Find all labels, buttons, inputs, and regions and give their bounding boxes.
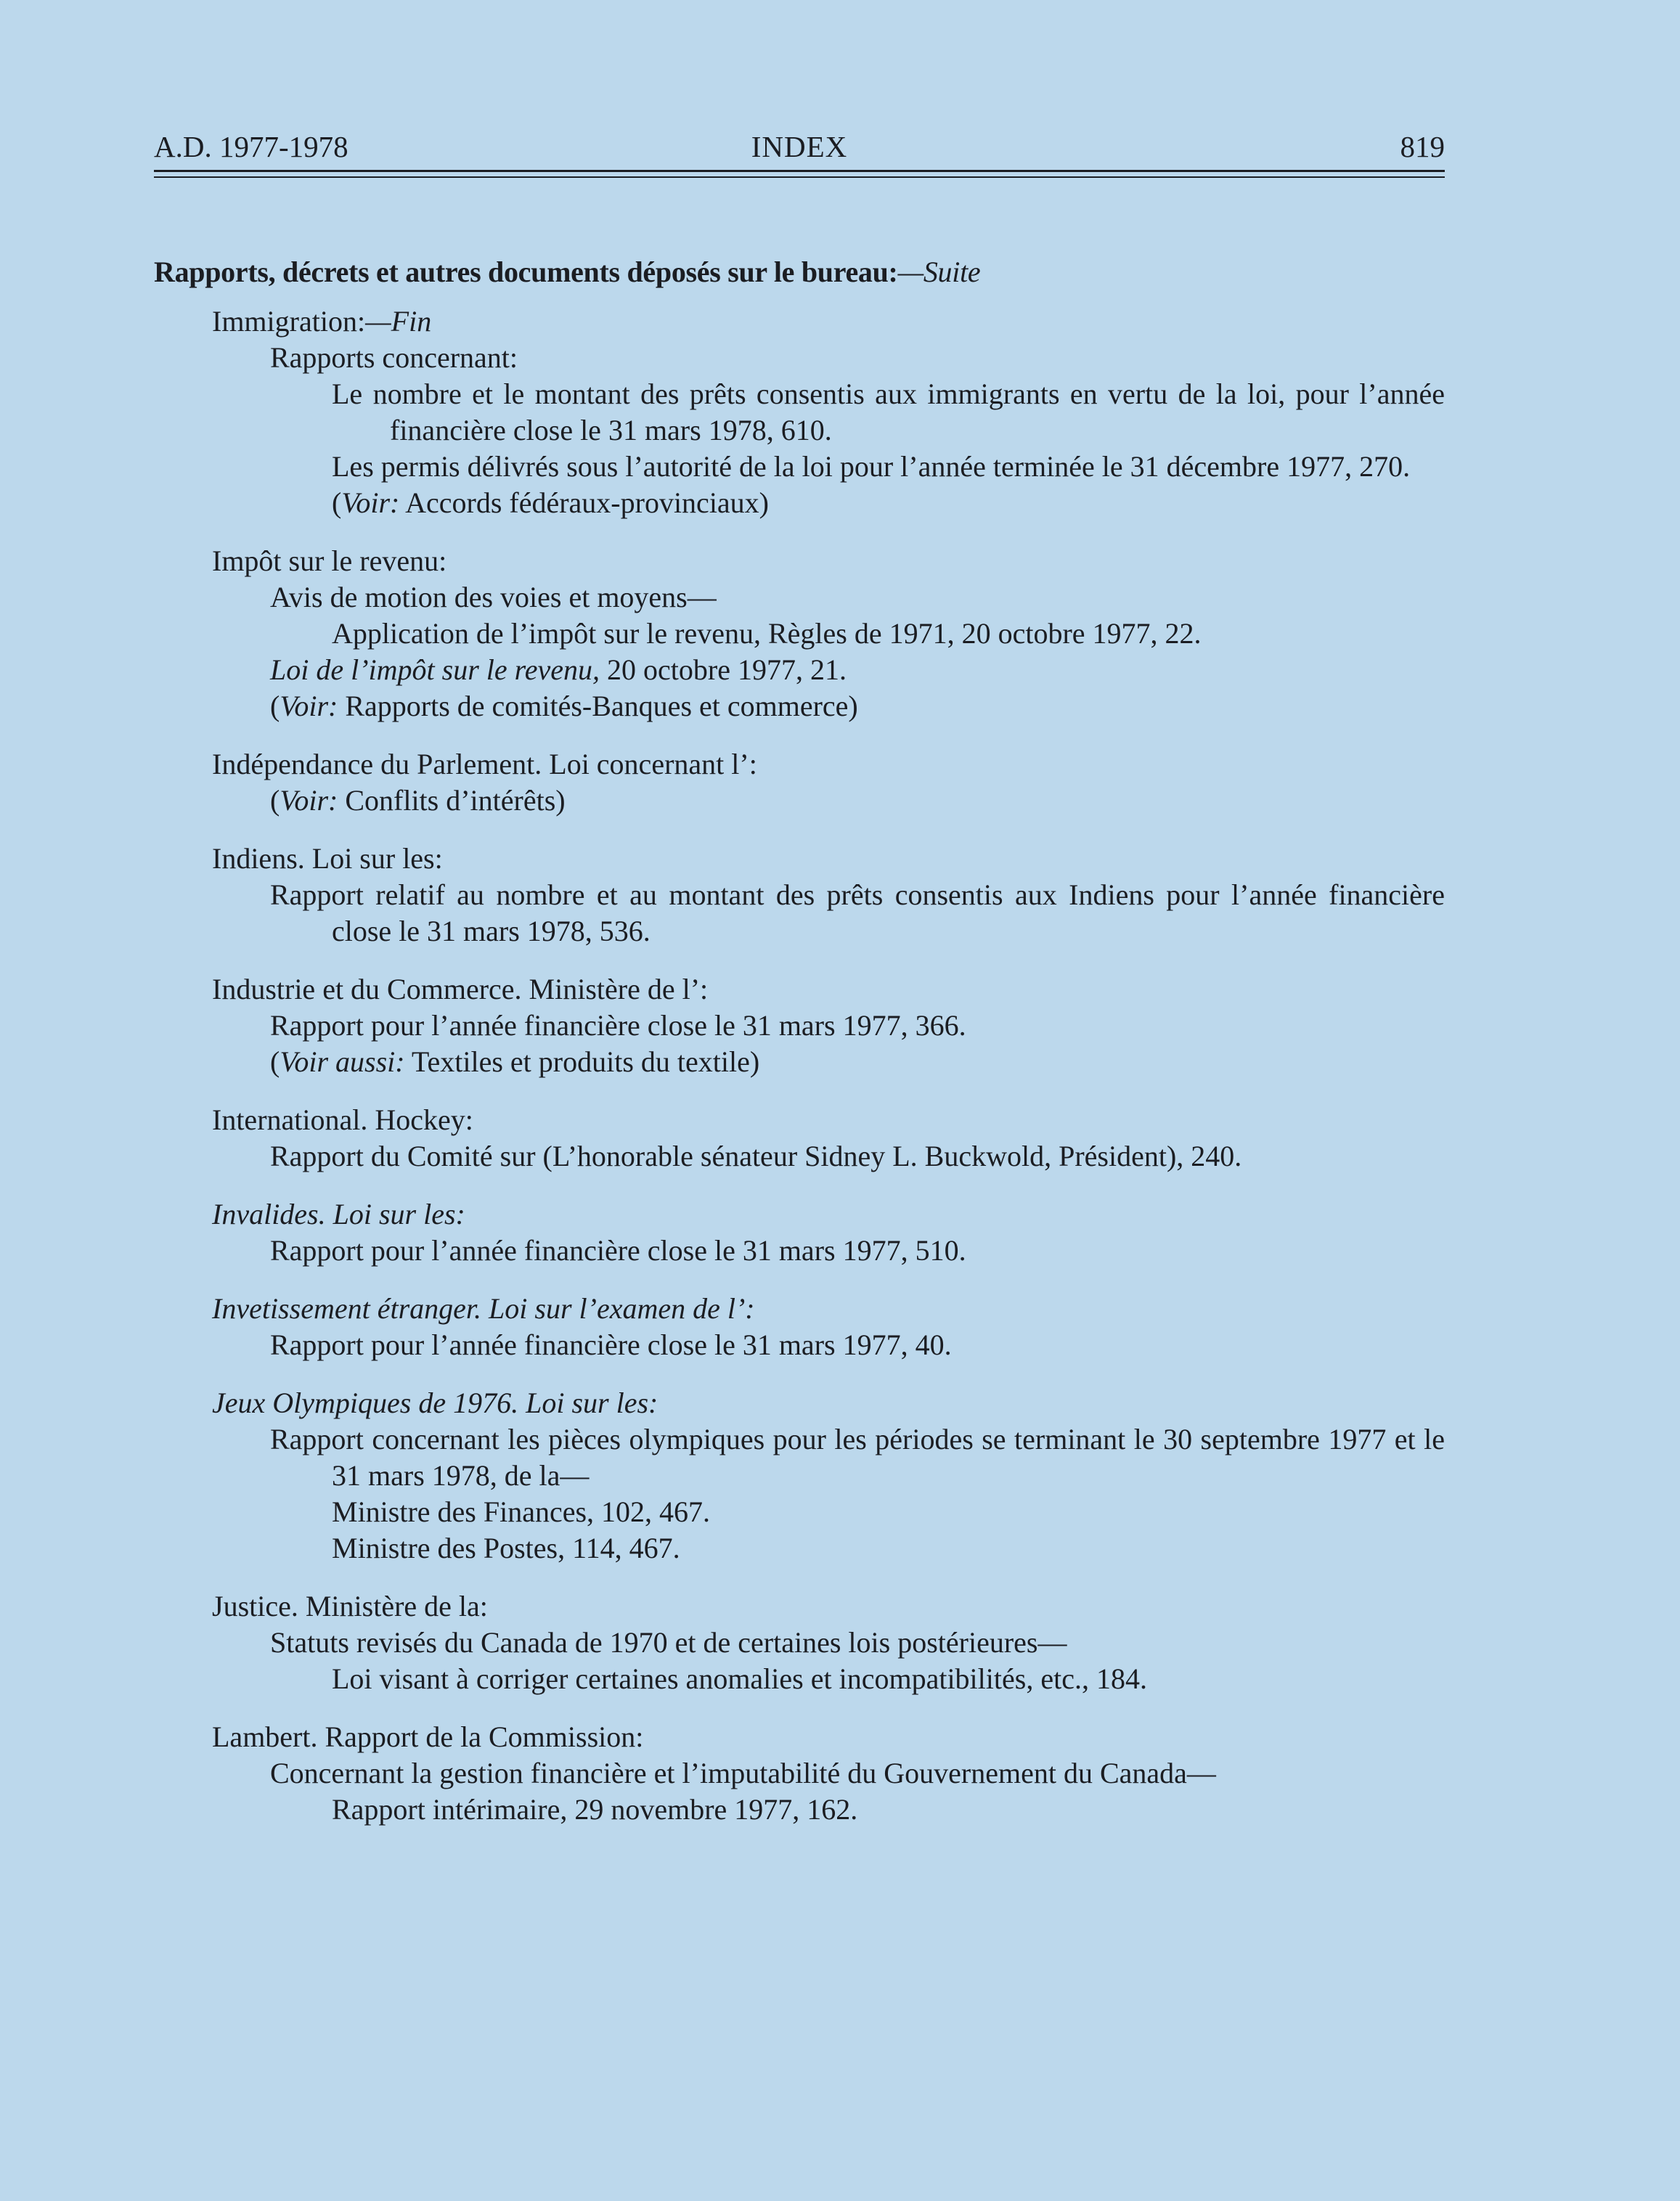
entry-item: Loi de l’impôt sur le revenu, 20 octobre 1977, 21. bbox=[270, 653, 847, 686]
entry-item: Ministre des Postes, 114, 467. bbox=[332, 1532, 680, 1564]
section-suffix: —Suite bbox=[897, 256, 981, 288]
entry-heading: Justice. Ministère de la: bbox=[212, 1590, 488, 1622]
see-reference: (Voir: Accords fédéraux-provinciaux) bbox=[332, 486, 769, 519]
entry-investissement bbox=[154, 1291, 1445, 1363]
entry-indiens bbox=[154, 841, 1445, 950]
entry-subheading: Concernant la gestion financière et l’imputabilité du Gouvernement du Canada— bbox=[270, 1757, 1216, 1789]
entry-item: Rapport du Comité sur (L’honorable sénateur Sidney L. Buckwold, Président), 240. bbox=[270, 1140, 1242, 1172]
entry-item: Le nombre et le montant des prêts consentis aux immigrants en vertu de la loi, pour l’année financière close le 31 mars 1978, 610. bbox=[332, 377, 1445, 446]
entry-item: Rapport pour l’année financière close le 31 mars 1977, 366. bbox=[270, 1009, 966, 1042]
entry-jeux-olympiques bbox=[154, 1385, 1445, 1567]
entry-subheading: Avis de motion des voies et moyens— bbox=[270, 581, 717, 613]
header-rule-top bbox=[154, 170, 1445, 172]
entry-item: Rapport intérimaire, 29 novembre 1977, 162. bbox=[332, 1793, 858, 1826]
entry-item: Ministre des Finances, 102, 467. bbox=[332, 1495, 711, 1528]
entry-impot bbox=[154, 543, 1445, 724]
entry-heading: Invetissement étranger. Loi sur l’examen de l’: bbox=[212, 1292, 755, 1325]
entry-item: Application de l’impôt sur le revenu, Règles de 1971, 20 octobre 1977, 22. bbox=[332, 617, 1202, 650]
entry-immigration bbox=[154, 303, 1445, 521]
entry-invalides bbox=[154, 1196, 1445, 1269]
entry-justice bbox=[154, 1588, 1445, 1697]
page-header bbox=[154, 129, 1445, 166]
entry-item: Rapport relatif au nombre et au montant des prêts consentis aux Indiens pour l’année financière close le 31 mars 1978, 536. bbox=[270, 878, 1445, 947]
header-years: A.D. 1977-1978 bbox=[154, 130, 348, 163]
entry-industrie bbox=[154, 971, 1445, 1080]
entry-heading: Indiens. Loi sur les: bbox=[212, 842, 443, 875]
see-reference: (Voir: Rapports de comités-Banques et commerce) bbox=[270, 690, 858, 722]
header-title: INDEX bbox=[751, 130, 848, 163]
entry-heading: Industrie et du Commerce. Ministère de l’: bbox=[212, 973, 709, 1005]
entry-item: Loi visant à corriger certaines anomalies et incompatibilités, etc., 184. bbox=[332, 1662, 1147, 1695]
entry-heading: Indépendance du Parlement. Loi concernant l’: bbox=[212, 748, 757, 780]
index-content bbox=[154, 254, 1445, 1850]
page-number: 819 bbox=[1400, 130, 1445, 163]
entry-item: Rapport concernant les pièces olympiques pour les périodes se terminant le 30 septembre 1977 et le 31 mars 1978, de la— bbox=[270, 1423, 1445, 1492]
entry-heading: Invalides. Loi sur les: bbox=[212, 1198, 465, 1230]
section-title: Rapports, décrets et autres documents déposés sur le bureau:—Suite bbox=[154, 256, 981, 288]
entry-item: Rapport pour l’année financière close le 31 mars 1977, 510. bbox=[270, 1234, 966, 1267]
see-reference: (Voir aussi: Textiles et produits du textile) bbox=[270, 1045, 760, 1078]
entry-item: Les permis délivrés sous l’autorité de la loi pour l’année terminée le 31 décembre 1977, 270. bbox=[332, 450, 1411, 483]
see-reference: (Voir: Conflits d’intérêts) bbox=[270, 784, 566, 817]
entry-heading: Lambert. Rapport de la Commission: bbox=[212, 1720, 644, 1753]
entry-hockey bbox=[154, 1102, 1445, 1175]
entry-subheading: Statuts revisés du Canada de 1970 et de certaines lois postérieures— bbox=[270, 1626, 1067, 1659]
header-rule-bottom bbox=[154, 176, 1445, 178]
entry-item: Rapport pour l’année financière close le 31 mars 1977, 40. bbox=[270, 1328, 952, 1361]
entry-lambert bbox=[154, 1719, 1445, 1828]
entry-subheading: Rapports concernant: bbox=[270, 341, 518, 374]
entry-heading: International. Hockey: bbox=[212, 1103, 473, 1136]
entry-heading: Immigration:—Fin bbox=[212, 305, 432, 338]
entry-heading: Jeux Olympiques de 1976. Loi sur les: bbox=[212, 1387, 658, 1419]
entry-heading: Impôt sur le revenu: bbox=[212, 544, 447, 577]
entry-independance bbox=[154, 746, 1445, 819]
